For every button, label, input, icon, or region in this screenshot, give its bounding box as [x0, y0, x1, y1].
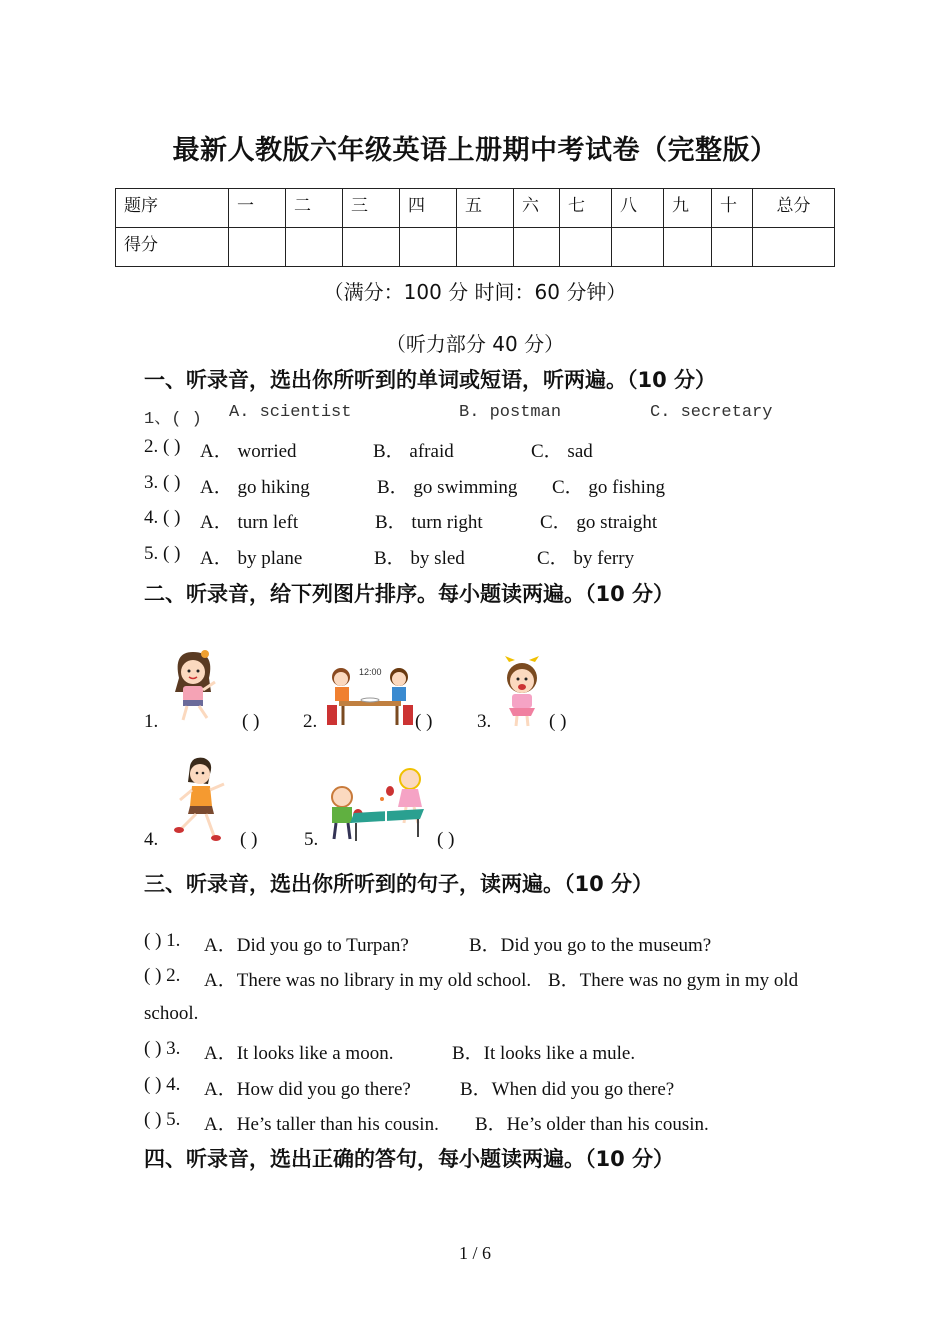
s3-q2-option-b-cont[interactable]: school. — [144, 1003, 199, 1024]
score-cell[interactable] — [560, 228, 612, 267]
s2-item1-number: 1. — [144, 711, 159, 732]
s1-q2-number: 2. ( ) — [144, 436, 181, 457]
s2-item5-number: 5. — [304, 829, 319, 850]
s3-q5-option-b[interactable]: B．He’s older than his cousin. — [475, 1114, 709, 1135]
s3-q3-option-a[interactable]: A．It looks like a moon. — [204, 1043, 394, 1064]
s3-q5-option-a[interactable]: A．He’s taller than his cousin. — [204, 1114, 439, 1135]
clock-text: 12:00 — [359, 667, 382, 677]
s3-q2-option-b[interactable]: B．There was no gym in my old — [548, 970, 799, 991]
s3-q1-number: ( ) 1. — [144, 930, 181, 951]
score-cell[interactable] — [457, 228, 514, 267]
score-cell[interactable] — [400, 228, 457, 267]
s1-q2-option-c[interactable]: C． sad — [531, 441, 593, 462]
s1-q1-option-a[interactable]: A. scientist — [229, 403, 352, 422]
s3-q2-number: ( ) 2. — [144, 965, 181, 986]
score-table — [115, 188, 835, 267]
s1-q5-number: 5. ( ) — [144, 543, 181, 564]
s3-q1-option-b[interactable]: B．Did you go to the museum? — [469, 935, 712, 956]
s1-q5-option-a[interactable]: A． by plane — [200, 548, 303, 569]
score-header-cell: 一 — [229, 189, 286, 228]
score-cell[interactable] — [286, 228, 343, 267]
s1-q4-option-c[interactable]: C． go straight — [540, 512, 658, 533]
exam-info: （满分：100 分 时间：60 分钟） — [323, 280, 627, 304]
score-header-cell: 五 — [457, 189, 514, 228]
section3-title: 三、听录音，选出你所听到的句子，读两遍。（10 分） — [144, 872, 654, 896]
score-row-label: 得分 — [116, 228, 229, 267]
page-title: 最新人教版六年级英语上册期中考试卷（完整版） — [172, 135, 778, 166]
s3-q4-option-b[interactable]: B．When did you go there? — [460, 1079, 675, 1100]
section1-title: 一、听录音，选出你所听到的单词或短语，听两遍。（10 分） — [144, 368, 717, 392]
score-cell[interactable] — [753, 228, 835, 267]
girl-eating-icon — [499, 656, 545, 728]
s2-item4-blank[interactable]: ( ) — [240, 829, 258, 850]
s2-item3-number: 3. — [477, 711, 492, 732]
score-header-cell: 七 — [560, 189, 612, 228]
s1-q4-option-b[interactable]: B． turn right — [375, 512, 483, 533]
page-number: 1 / 6 — [458, 1243, 491, 1263]
s2-item4-number: 4. — [144, 829, 159, 850]
s2-item5-blank[interactable]: ( ) — [437, 829, 455, 850]
s3-q2-option-a[interactable]: A．There was no library in my old school. — [204, 970, 532, 991]
s2-item2-blank[interactable]: ( ) — [415, 711, 433, 732]
s1-q3-option-c[interactable]: C． go fishing — [552, 477, 665, 498]
s1-q1-option-b[interactable]: B. postman — [459, 403, 562, 422]
score-header-cell: 九 — [664, 189, 712, 228]
section2-title: 二、听录音，给下列图片排序。每小题读两遍。（10 分） — [144, 582, 675, 606]
score-header-cell: 题序 — [116, 189, 229, 228]
s1-q2-option-a[interactable]: A． worried — [200, 441, 297, 462]
s1-q5-option-b[interactable]: B． by sled — [374, 548, 465, 569]
score-cell[interactable] — [612, 228, 664, 267]
score-cell[interactable] — [514, 228, 560, 267]
score-header-cell: 六 — [514, 189, 560, 228]
kids-lunch-table-icon — [323, 661, 415, 727]
s3-q1-option-a[interactable]: A．Did you go to Turpan? — [204, 935, 409, 956]
s2-item2-number: 2. — [303, 711, 318, 732]
s1-q4-option-a[interactable]: A． turn left — [200, 512, 299, 533]
s3-q5-number: ( ) 5. — [144, 1109, 181, 1130]
ping-pong-icon — [324, 765, 434, 845]
s1-q2-option-b[interactable]: B． afraid — [373, 441, 454, 462]
s1-q3-option-b[interactable]: B． go swimming — [377, 477, 518, 498]
s1-q1-option-c[interactable]: C. secretary — [650, 403, 773, 422]
score-cell[interactable] — [229, 228, 286, 267]
listening-title: （听力部分 40 分） — [385, 332, 565, 356]
s2-item3-blank[interactable]: ( ) — [549, 711, 567, 732]
s1-q4-number: 4. ( ) — [144, 507, 181, 528]
score-header-cell: 二 — [286, 189, 343, 228]
s1-q1-number: 1、( ) — [144, 410, 202, 429]
girl-waving-icon — [165, 648, 221, 724]
score-header-cell: 总分 — [753, 189, 835, 228]
score-cell[interactable] — [343, 228, 400, 267]
s3-q4-number: ( ) 4. — [144, 1074, 181, 1095]
s3-q3-option-b[interactable]: B．It looks like a mule. — [452, 1043, 636, 1064]
score-value-row — [116, 228, 835, 267]
s3-q3-number: ( ) 3. — [144, 1038, 181, 1059]
score-header-cell: 三 — [343, 189, 400, 228]
girl-running-icon — [168, 756, 230, 846]
score-cell[interactable] — [664, 228, 712, 267]
s3-q4-option-a[interactable]: A．How did you go there? — [204, 1079, 411, 1100]
s1-q3-option-a[interactable]: A． go hiking — [200, 477, 310, 498]
score-cell[interactable] — [712, 228, 753, 267]
s1-q5-option-c[interactable]: C． by ferry — [537, 548, 635, 569]
score-header-cell: 十 — [712, 189, 753, 228]
section4-title: 四、听录音，选出正确的答句，每小题读两遍。（10 分） — [144, 1147, 675, 1171]
score-header-cell: 四 — [400, 189, 457, 228]
score-header-cell: 八 — [612, 189, 664, 228]
s2-item1-blank[interactable]: ( ) — [242, 711, 260, 732]
s1-q3-number: 3. ( ) — [144, 472, 181, 493]
score-header-row — [116, 189, 835, 228]
